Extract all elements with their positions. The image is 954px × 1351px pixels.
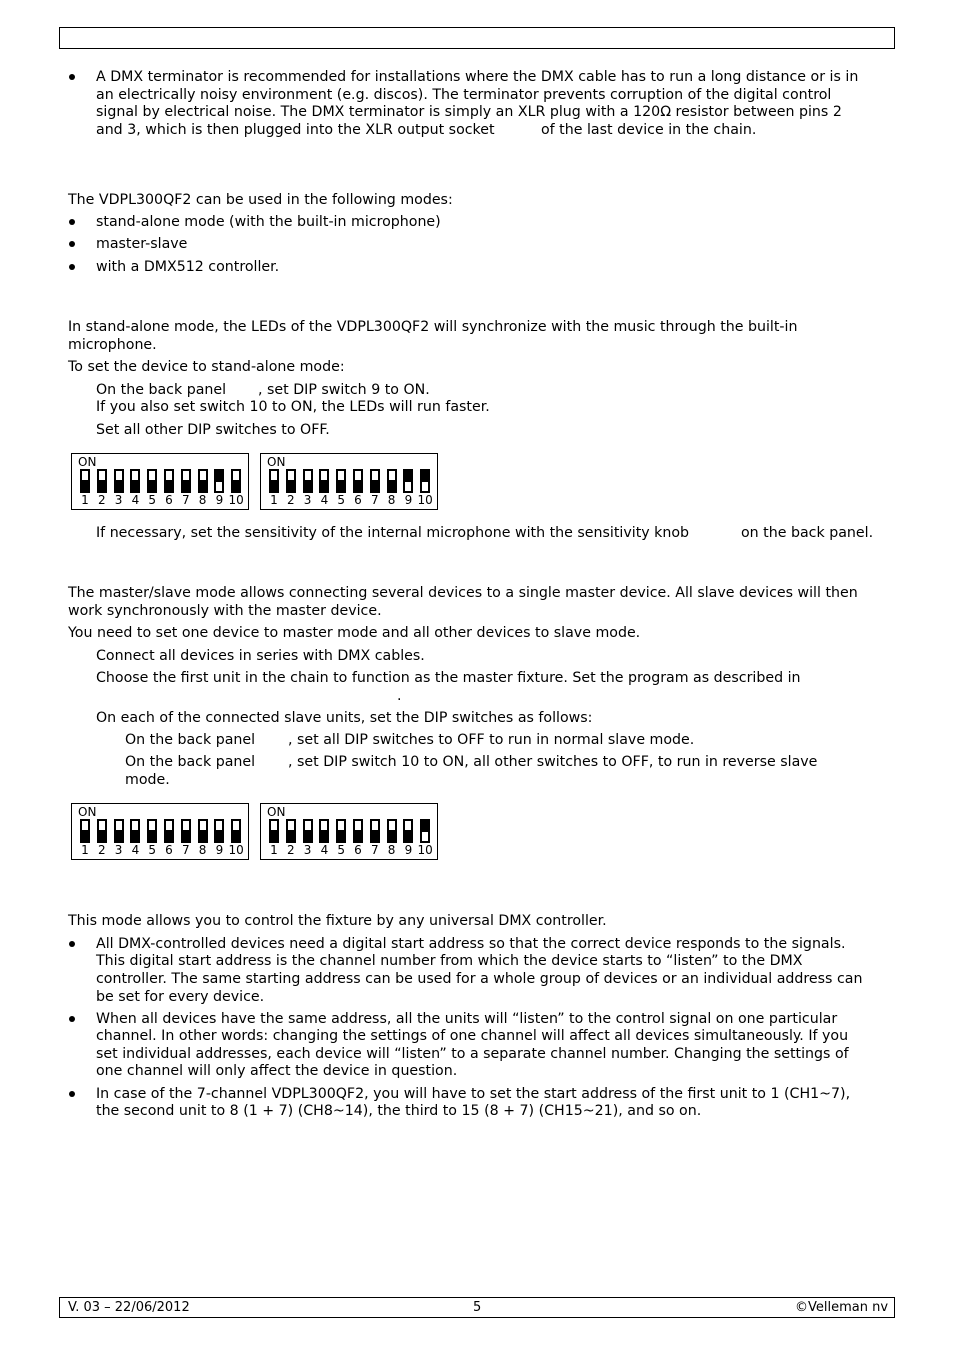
bullet-dot	[69, 941, 75, 947]
mode-item-dmx: with a DMX512 controller.	[96, 259, 280, 275]
standalone-step-1a: On the back panel	[96, 382, 227, 398]
dip-switch-6	[353, 819, 363, 843]
dip-switch-number: 7	[370, 843, 379, 857]
dip-switch-5	[336, 469, 346, 493]
standalone-line-3: To set the device to stand-alone mode:	[68, 359, 345, 375]
dip-switch-number: 7	[370, 493, 379, 507]
dip-switch-number: 6	[354, 843, 362, 857]
footer-page-number: 5	[473, 1300, 482, 1315]
dip-switch-3	[303, 469, 313, 493]
master-line-1: The master/slave mode allows connecting several devices to a single master device. All slave devices will then	[68, 585, 858, 601]
dip-switch-number: 10	[417, 843, 433, 857]
dip-switch-1	[80, 469, 90, 493]
terminator-line-4a: and 3, which is then plugged into the XLR output socket	[96, 122, 495, 138]
dip-switch-7	[181, 819, 191, 843]
dip-switch-number: 2	[97, 493, 106, 507]
dmx-b2-line-4: one channel will only affect the device in question.	[96, 1063, 458, 1079]
bullet-dot	[69, 264, 75, 270]
dip-switch-number: 7	[181, 493, 190, 507]
dip-switch-number: 4	[320, 493, 329, 507]
dip-switch-10	[420, 469, 430, 493]
dip-switch-number: 9	[404, 493, 413, 507]
dip-switch-2	[286, 819, 296, 843]
dip-switch-1	[269, 469, 279, 493]
dip-switch-8	[198, 819, 208, 843]
dip-switch-number: 8	[198, 493, 207, 507]
master-line-3: You need to set one device to master mode and all other devices to slave mode.	[68, 625, 641, 641]
dip-switch-number: 1	[270, 843, 278, 857]
dip-switch-number: 6	[354, 493, 362, 507]
dmx-b2-line-1: When all devices have the same address, all the units will “listen” to the control signal on one particular	[96, 1011, 838, 1027]
dip-switch-8	[198, 469, 208, 493]
master-sub-2a: On the back panel	[125, 754, 256, 770]
standalone-line-1: In stand-alone mode, the LEDs of the VDPL300QF2 will synchronize with the music through the built-in	[68, 319, 798, 335]
dip-switch-number: 8	[387, 493, 396, 507]
dip-switch-number: 9	[215, 493, 224, 507]
bullet-dot	[69, 219, 75, 225]
dip-switch-standalone-b	[260, 453, 438, 510]
dip-switch-number: 3	[114, 843, 123, 857]
master-step-2b: .	[397, 688, 402, 704]
dip-on-label: ON	[78, 805, 97, 819]
dip-switch-10	[420, 819, 430, 843]
standalone-step-2: Set all other DIP switches to OFF.	[96, 422, 330, 438]
dip-switch-7	[370, 469, 380, 493]
dip-switch-2	[97, 819, 107, 843]
dip-switch-9	[403, 469, 413, 493]
master-sub-1a: On the back panel	[125, 732, 256, 748]
dip-switch-1	[269, 819, 279, 843]
dip-switch-2	[97, 469, 107, 493]
master-step-3: On each of the connected slave units, set the DIP switches as follows:	[96, 710, 593, 726]
dip-switch-number: 10	[228, 493, 244, 507]
dip-switch-number: 3	[114, 493, 123, 507]
standalone-step-3a: If necessary, set the sensitivity of the internal microphone with the sensitivity knob	[96, 525, 690, 541]
dip-switch-number: 6	[165, 843, 173, 857]
mode-item-master-slave: master-slave	[96, 236, 188, 252]
dip-on-label: ON	[267, 455, 286, 469]
dip-switch-number: 8	[198, 843, 207, 857]
dip-switch-number: 4	[320, 843, 329, 857]
dmx-b3-line-2: the second unit to 8 (1 + 7) (CH8~14), the third to 15 (8 + 7) (CH15~21), and so on.	[96, 1103, 702, 1119]
dip-switch-number: 2	[97, 843, 106, 857]
dip-switch-number: 6	[165, 493, 173, 507]
dip-switch-number: 5	[337, 843, 345, 857]
dip-switch-number: 2	[286, 493, 295, 507]
dip-switch-8	[387, 819, 397, 843]
master-sub-2b: , set DIP switch 10 to ON, all other switches to OFF, to run in reverse slave	[288, 754, 818, 770]
dmx-b1-line-4: be set for every device.	[96, 989, 265, 1005]
dmx-intro: This mode allows you to control the fixture by any universal DMX controller.	[68, 913, 607, 929]
terminator-line-4b: of the last device in the chain.	[541, 122, 757, 138]
dmx-b3-line-1: In case of the 7-channel VDPL300QF2, you will have to set the start address of the first unit to 1 (CH1~7),	[96, 1086, 851, 1102]
dip-switch-4	[130, 819, 140, 843]
dip-switch-7	[370, 819, 380, 843]
dip-switch-3	[114, 819, 124, 843]
dmx-b1-line-3: controller. The same starting address can be used for a whole group of devices or an individual address can	[96, 971, 863, 987]
dip-switch-number: 7	[181, 843, 190, 857]
dip-switch-1	[80, 819, 90, 843]
dip-switch-number: 5	[337, 493, 345, 507]
dmx-b2-line-2: channel. In other words: changing the settings of one channel will affect all devices simultaneously. If you	[96, 1028, 849, 1044]
dip-switch-6	[353, 469, 363, 493]
mode-item-standalone: stand-alone mode (with the built-in microphone)	[96, 214, 441, 230]
header-box	[59, 27, 895, 49]
master-step-1: Connect all devices in series with DMX cables.	[96, 648, 425, 664]
dmx-b1-line-2: This digital start address is the channel number from which the device starts to “listen” to the DMX	[96, 953, 803, 969]
standalone-step-1b: , set DIP switch 9 to ON.	[258, 382, 430, 398]
dip-switch-number: 9	[215, 843, 224, 857]
terminator-line-1: A DMX terminator is recommended for installations where the DMX cable has to run a long distance or is in	[96, 69, 859, 85]
terminator-line-2: an electrically noisy environment (e.g. discos). The terminator prevents corruption of the digital control	[96, 87, 832, 103]
bullet-dot	[69, 1091, 75, 1097]
dip-switch-7	[181, 469, 191, 493]
dip-switch-number: 1	[81, 493, 89, 507]
dip-switch-number: 4	[131, 843, 140, 857]
dip-switch-2	[286, 469, 296, 493]
dip-switch-number: 3	[303, 843, 312, 857]
dip-switch-6	[164, 469, 174, 493]
dip-switch-10	[231, 469, 241, 493]
dip-switch-3	[303, 819, 313, 843]
dip-switch-number: 8	[387, 843, 396, 857]
master-step-2: Choose the first unit in the chain to function as the master fixture. Set the program as described in	[96, 670, 801, 686]
dip-switch-number: 4	[131, 493, 140, 507]
standalone-line-2: microphone.	[68, 337, 157, 353]
dip-switch-number: 1	[270, 493, 278, 507]
footer-copyright: ©Velleman nv	[795, 1300, 889, 1315]
dip-switch-10	[231, 819, 241, 843]
dip-switch-9	[214, 819, 224, 843]
bullet-dot	[69, 241, 75, 247]
dip-switch-5	[336, 819, 346, 843]
dip-switch-number: 3	[303, 493, 312, 507]
dip-switch-number: 5	[148, 493, 156, 507]
standalone-step-1c: If you also set switch 10 to ON, the LEDs will run faster.	[96, 399, 490, 415]
dip-switch-6	[164, 819, 174, 843]
bullet-dot	[69, 74, 75, 80]
footer-version: V. 03 – 22/06/2012	[68, 1300, 190, 1315]
dip-switch-5	[147, 469, 157, 493]
dip-switch-number: 10	[228, 843, 244, 857]
dip-switch-9	[214, 469, 224, 493]
dip-switch-slave-a	[71, 803, 249, 860]
dip-switch-slave-b	[260, 803, 438, 860]
terminator-line-3: signal by electrical noise. The DMX terminator is simply an XLR plug with a 120Ω resistor between pins 2	[96, 104, 842, 120]
dip-switch-number: 2	[286, 843, 295, 857]
dip-switch-4	[319, 819, 329, 843]
master-sub-2c: mode.	[125, 772, 170, 788]
dip-switch-number: 9	[404, 843, 413, 857]
dip-switch-5	[147, 819, 157, 843]
dip-switch-3	[114, 469, 124, 493]
bullet-dot	[69, 1016, 75, 1022]
dmx-b2-line-3: set individual addresses, each device will “listen” to a separate channel number. Changing the settings of	[96, 1046, 849, 1062]
master-line-2: work synchronously with the master device.	[68, 603, 382, 619]
standalone-step-3b: on the back panel.	[741, 525, 874, 541]
dip-on-label: ON	[267, 805, 286, 819]
dip-switch-8	[387, 469, 397, 493]
dip-switch-4	[319, 469, 329, 493]
master-sub-1b: , set all DIP switches to OFF to run in normal slave mode.	[288, 732, 695, 748]
dip-switch-number: 1	[81, 843, 89, 857]
dip-switch-9	[403, 819, 413, 843]
dip-switch-standalone-a	[71, 453, 249, 510]
dip-switch-number: 5	[148, 843, 156, 857]
modes-intro: The VDPL300QF2 can be used in the following modes:	[68, 192, 453, 208]
dmx-b1-line-1: All DMX-controlled devices need a digital start address so that the correct device responds to the signals.	[96, 936, 846, 952]
dip-on-label: ON	[78, 455, 97, 469]
dip-switch-number: 10	[417, 493, 433, 507]
dip-switch-4	[130, 469, 140, 493]
